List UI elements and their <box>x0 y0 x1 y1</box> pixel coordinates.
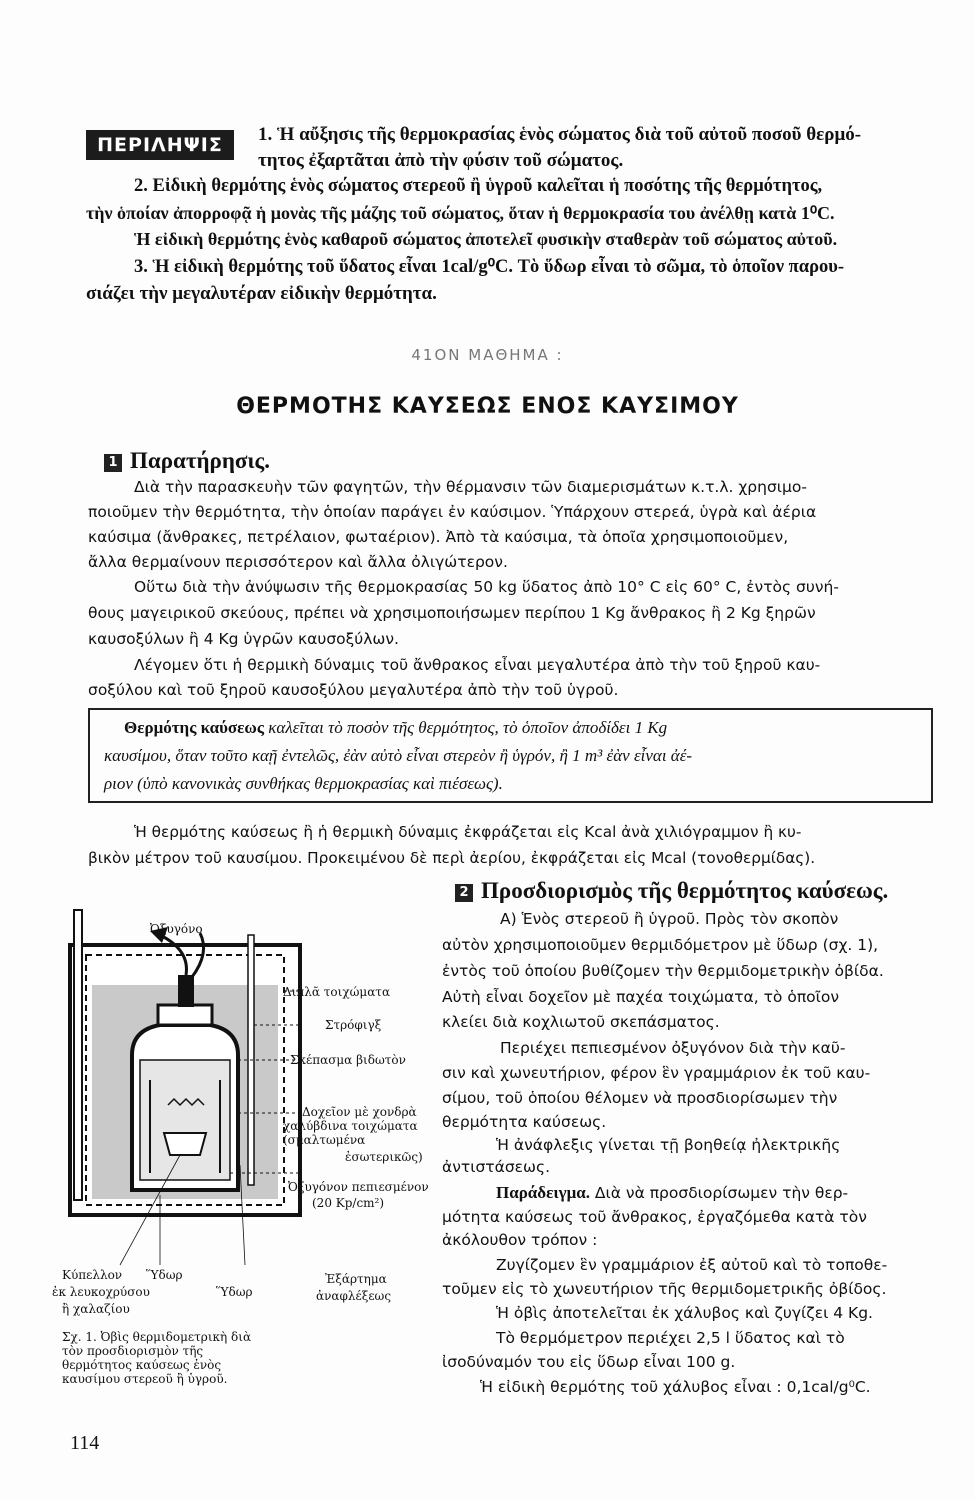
paragraph-line: Ἡ εἰδικὴ θερμότης τοῦ χάλυβος εἶναι : 0,1cal/g⁰C. <box>480 1378 871 1396</box>
label-vessel: χαλύβδινα τοιχώματα <box>283 1119 418 1133</box>
thermometer <box>74 910 82 1200</box>
label-cup: Κύπελλον <box>62 1268 123 1282</box>
paragraph-line: Ἡ ἀνάφλεξις γίνεται τῇ βοηθείᾳ ἠλεκτρικῆς <box>496 1136 841 1154</box>
paragraph-line: βικὸν μέτρον τοῦ καυσίμου. Προκειμένου δὲ περὶ ἀερίου, ἐκφράζεται εἰς Mcal (τονοθερμίδας). <box>88 849 816 867</box>
label-ignition: ἀναφλέξεως <box>316 1289 392 1303</box>
label-water: Ὕδωρ <box>146 1268 183 1282</box>
label-water: Ὕδωρ <box>216 1285 253 1299</box>
section1-heading: 1 Παρατήρησις. <box>104 448 270 474</box>
summary-line: σιάζει τὴν μεγαλυτέραν εἰδικὴν θερμότητα. <box>86 283 437 304</box>
label-vessel: ἐσωτερικῶς) <box>345 1150 423 1164</box>
label-ignition: Ἐξάρτημα <box>325 1272 387 1286</box>
definition-line: καυσίμου, ὅταν τοῦτο καῇ ἐντελῶς, ἐὰν αὐτὸ εἶναι στερεὸν ἢ ὑγρόν, ἢ 1 m³ ἐὰν εἶναι ἀέ- <box>104 746 693 765</box>
definition-line: ριον (ὑπὸ κανονικὰς συνθήκας θερμοκρασίας καὶ πιέσεως). <box>104 774 503 793</box>
label-double-walls: Διπλᾶ τοιχώματα <box>283 985 391 999</box>
paragraph-line: μότητα καύσεως τοῦ ἄνθρακος, ἐργαζόμεθα κατὰ τὸν <box>442 1208 867 1226</box>
figure-caption: Σχ. 1. Ὀβὶς θερμιδομετρικὴ διὰ τὸν προσδιορισμὸν τῆς θερμότητος καύσεως ἑνὸς καυσίμου στερεοῦ ἢ ὑγροῦ. <box>62 1330 252 1386</box>
paragraph-line: ἀκόλουθον τρόπον : <box>442 1231 598 1249</box>
label-cup: ἢ χαλαζίου <box>62 1302 130 1316</box>
paragraph-line: τοῦμεν εἰς τὸ χωνευτήριον τῆς θερμιδομετρικῆς ὀβίδος. <box>442 1280 887 1298</box>
paragraph-line: ἐντὸς τοῦ ὁποίου βυθίζομεν τὴν θερμιδομετρικὴν ὀβίδα. <box>442 962 884 980</box>
valve <box>178 975 194 1007</box>
summary-line: τὴν ὁποίαν ἀπορροφᾷ ἡ μονὰς τῆς μάζης τοῦ σώματος, ὅταν ἡ θερμοκρασία του ἀνέλθῃ κατὰ 1⁰C. <box>86 203 835 223</box>
paragraph-line: Αὐτὴ εἶναι δοχεῖον μὲ παχέα τοιχώματα, τὸ ὁποῖον <box>442 988 840 1006</box>
summary-line: Ἡ εἰδικὴ θερμότης ἑνὸς καθαροῦ σώματος ἀποτελεῖ φυσικὴν σταθερὰν τοῦ σώματος αὐτοῦ. <box>134 229 838 249</box>
paragraph-line: Περιέχει πεπιεσμένον ὀξυγόνον διὰ τὴν καῦ- <box>500 1039 846 1057</box>
summary-line: 1. Ἡ αὔξησις τῆς θερμοκρασίας ἑνὸς σώματος διὰ τοῦ αὐτοῦ ποσοῦ θερμό- <box>258 124 862 145</box>
bomb-inner <box>140 1060 230 1180</box>
paragraph-line: σιν καὶ χωνευτήριον, φέρον ἓν γραμμάριον ἐκ τοῦ καυ- <box>442 1064 871 1082</box>
label-stirrer: Στρόφιγξ <box>325 1018 382 1032</box>
section2-heading: 2 Προσδιορισμὸς τῆς θερμότητος καύσεως. <box>455 878 888 904</box>
paragraph-line: Ζυγίζομεν ἓν γραμμάριον ἐξ αὐτοῦ καὶ τὸ τοποθε- <box>496 1256 888 1274</box>
summary-badge: ΠΕΡΙΛΗΨΙΣ <box>86 130 234 160</box>
summary-line: 3. Ἡ εἰδικὴ θερμότης τοῦ ὕδατος εἶναι 1cal/g⁰C. Τὸ ὕδωρ εἶναι τὸ σῶμα, τὸ ὁποῖον παρου- <box>134 257 845 277</box>
paragraph-line: καύσιμα (ἄνθρακες, πετρέλαιον, φωταέριον). Ἀπὸ τὰ καύσιμα, τὰ ὁποῖα χρησιμοποιοῦμεν, <box>88 528 789 546</box>
section-number: 1 <box>104 454 122 472</box>
paragraph-line: Α) Ἑνὸς στερεοῦ ἢ ὑγροῦ. Πρὸς τὸν σκοπὸν <box>500 910 839 928</box>
summary-line: 2. Εἰδικὴ θερμότης ἑνὸς σώματος στερεοῦ ἢ ὑγροῦ καλεῖται ἡ ποσότης τῆς θερμότητος, <box>134 176 823 196</box>
paragraph-line: καυσοξύλων ἢ 4 Kg ὑγρῶν καυσοξύλων. <box>88 630 399 648</box>
label-vessel: Δοχεῖον μὲ χονδρὰ <box>302 1105 417 1119</box>
paragraph-line: Ἡ θερμότης καύσεως ἢ ἡ θερμικὴ δύναμις ἐκφράζεται εἰς Kcal ἀνὰ χιλιόγραμμον ἢ κυ- <box>134 823 802 841</box>
crucible <box>164 1133 206 1155</box>
paragraph-line: κλείει διὰ κοχλιωτοῦ σκεπάσματος. <box>442 1013 720 1031</box>
paragraph-line: θους μαγειρικοῦ σκεύους, πρέπει νὰ χρησιμοποιήσωμεν περίπου 1 Kg ἄνθρακος ἢ 2 Kg ξηρῶν <box>88 604 816 622</box>
paragraph-line: Οὕτω διὰ τὴν ἀνύψωσιν τῆς θερμοκρασίας 50 kg ὕδατος ἀπὸ 10° C εἰς 60° C, ἐντὸς συνή- <box>134 578 839 596</box>
label-cup: ἐκ λευκοχρύσου <box>52 1285 150 1299</box>
label-oxygen: Ὀξυγόνο <box>150 922 203 936</box>
paragraph-line: ποιοῦμεν τὴν θερμότητα, τὴν ὁποίαν παράγει ἐν καύσιμον. Ὑπάρχουν στερεά, ὑγρὰ καὶ ἀέρια <box>88 503 817 521</box>
paragraph-line: ἀντιστάσεως. <box>442 1158 551 1176</box>
label-pressurized-oxygen: (20 Kp/cm²) <box>312 1196 385 1210</box>
page-number: 114 <box>70 1432 100 1454</box>
paragraph-line: σοξύλου καὶ τοῦ ξηροῦ καυσοξύλου μεγαλυτέρα ἀπὸ τὴν τοῦ ὑγροῦ. <box>88 681 619 699</box>
section-number: 2 <box>455 884 473 902</box>
paragraph-line: Τὸ θερμόμετρον περιέχει 2,5 l ὕδατος καὶ τὸ <box>496 1329 845 1347</box>
label-screw-cap: Σκέπασμα βιδωτὸν <box>290 1053 406 1067</box>
example-line: Παράδειγμα. Διὰ νὰ προσδιορίσωμεν τὴν θερ- <box>496 1183 849 1202</box>
paragraph-line: Λέγομεν ὅτι ἡ θερμικὴ δύναμις τοῦ ἄνθρακος εἶναι μεγαλυτέρα ἀπὸ τὴν τοῦ ξηροῦ καυ- <box>134 656 821 674</box>
label-vessel: (σμαλτωμένα <box>283 1133 366 1147</box>
calorimeter-figure <box>40 905 440 1295</box>
paragraph-line: Ἡ ὀβὶς ἀποτελεῖται ἐκ χάλυβος καὶ ζυγίζει 4 Kg. <box>496 1304 873 1322</box>
paragraph-line: αὐτὸν χρησιμοποιοῦμεν θερμιδόμετρον μὲ ὕδωρ (σχ. 1), <box>442 936 879 954</box>
paragraph-line: Διὰ τὴν παρασκευὴν τῶν φαγητῶν, τὴν θέρμανσιν τῶν διαμερισμάτων κ.τ.λ. χρησιμο- <box>134 478 807 496</box>
paragraph-line: ἰσοδύναμόν του εἰς ὕδωρ εἶναι 100 g. <box>442 1353 736 1371</box>
label-pressurized-oxygen: Ὀξυγόνον πεπιεσμένον <box>288 1180 429 1194</box>
summary-line: τητος ἐξαρτᾶται ἀπὸ τὴν φύσιν τοῦ σώματος. <box>258 150 624 171</box>
page-title: ΘΕΡΜΟΤΗΣ ΚΑΥΣΕΩΣ ΕΝΟΣ ΚΑΥΣΙΜΟΥ <box>236 394 739 419</box>
paragraph-line: ἄλλα θερμαίνουν περισσότερον καὶ ἄλλα ὀλιγώτερον. <box>88 553 508 571</box>
screw-cap <box>158 1005 212 1025</box>
paragraph-line: σίμου, τοῦ ὁποίου θέλομεν νὰ προσδιορίσωμεν τὴν <box>442 1089 838 1107</box>
definition-line: Θερμότης καύσεως καλεῖται τὸ ποσὸν τῆς θερμότητος, τὸ ὁποῖον ἀποδίδει 1 Kg <box>124 718 668 737</box>
lesson-label: 41ΟΝ ΜΑΘΗΜΑ : <box>411 346 564 364</box>
paragraph-line: θερμότητα καύσεως. <box>442 1113 607 1131</box>
